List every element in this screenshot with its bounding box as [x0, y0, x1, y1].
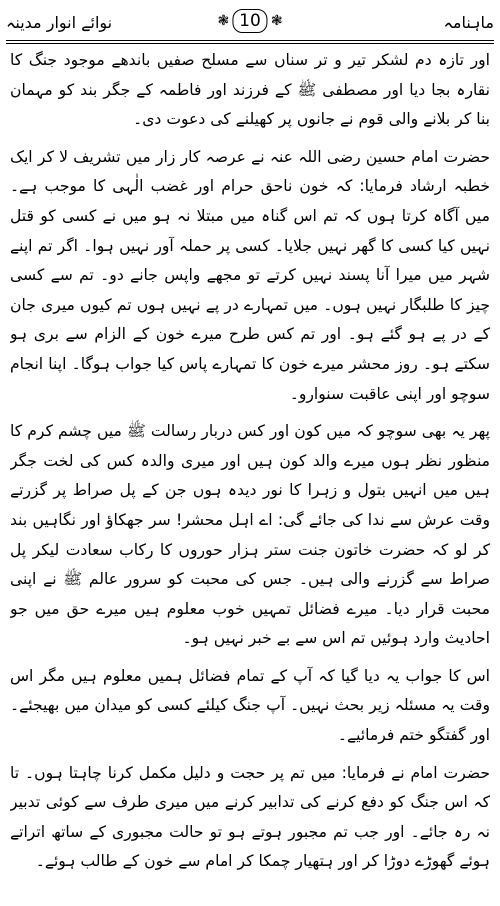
article-body [10, 46, 490, 902]
journal-title: نوائے انوار مدینہ [6, 13, 113, 32]
page-number: 10 [232, 9, 268, 33]
paragraph-5: حضرت امام نے فرمایا: میں تم پر حجت و دلیل مکمل کرنا چاہتا ہوں۔ تا کہ اس جنگ کو دفع کرنے کی تدابیر کرنے میں میری طرف سے کوئی تدبیر نہ رہ جائے۔ اور جب تم مجبور ہوتے ہو تو حالت مجبوری کے ساتھ اتراتے ہوئے گھوڑے دوڑا کر اور ہتھیار چمکا کر امام سے خون کے طالب ہوئے۔ [10, 763, 490, 871]
ornament-left-icon: ❃ [217, 13, 230, 29]
header-rule-bottom [6, 43, 494, 44]
header-rule-top [6, 40, 494, 41]
ornament-right-icon: ❃ [270, 13, 283, 29]
magazine-label: ماہنامہ [443, 13, 494, 32]
page-header [6, 6, 494, 40]
paragraph-4: اس کا جواب یہ دیا گیا کہ آپ کے تمام فضائل ہمیں معلوم ہیں مگر اس وقت یہ مسئلہ زیر بحث نہیں۔ آپ جنگ کیلئے کسی کو میدان میں بھیجئے۔ اور گفتگو ختم فرمائیے۔ [10, 666, 490, 745]
paragraph-3: پھر یہ بھی سوچو کہ میں کون اور کس دربار رسالت ﷺ میں چشم کرم کا منظور نظر ہوں میرے والد کون ہیں اور میری والدہ کس کی لخت جگر ہیں میں انہیں بتول و زہرا کا نور دیدہ ہوں جن کے پل صراط پر گزرتے وقت عرش سے ندا کی جائے گی: اے اہل محشر! سر جھکاؤ اور نگاہیں بند کر لو کہ حضرت خاتون جنت ستر ہزار حوروں کا رکاب سعادت لیکر پل صراط سے گزرنے والی ہیں۔ جس کی محبت کو سرور عالم ﷺ نے اپنی محبت قرار دیا۔ میرے فضائل تمہیں خوب معلوم ہیں میرے حق میں جو احادیث وارد ہوئیں تم اس سے بے خبر نہیں ہو۔ [10, 422, 490, 648]
paragraph-2: حضرت امام حسین رضی اللہ عنہ نے عرصہ کار زار میں تشریف لا کر ایک خطبہ ارشاد فرمایا: کہ خون ناحق حرام اور غضب الٰہی کا موجب ہے۔ میں آگاہ کرتا ہوں کہ تم اس گناہ میں مبتلا نہ ہو میں نے کسی کو قتل نہیں کیا کسی کا گھر نہیں جلایا۔ کسی پر حملہ آور نہیں ہوا۔ اگر تم اپنے شہر میں میرا آنا پسند نہیں کرتے تو مجھے واپس جانے دو۔ تم سے کسی چیز کا طلبگار نہیں ہوں۔ میں تمہارے در پے نہیں ہوں تم کیوں میری جان کے در پے ہو گئے ہو۔ اور تم کس طرح میرے خون کے الزام سے بری ہو سکتے ہو۔ روز محشر میرے خون کا تمہارے پاس کیا جواب ہوگا۔ اپنا انجام سوچو اور اپنی عاقبت سنوارو۔ [10, 147, 490, 403]
paragraph-1: اور تازہ دم لشکر تیر و تر سناں سے مسلح صفیں باندھے موجود جنگ کا نقارہ بجا دیا اور مصطفی ﷺ کے فرزند اور فاطمہ کے جگر بند کو مہمان بنا کر بلانے والی قوم نے جانوں پر کھیلنے کی دعوت دی۔ [10, 51, 490, 129]
page-number-badge [217, 9, 282, 33]
